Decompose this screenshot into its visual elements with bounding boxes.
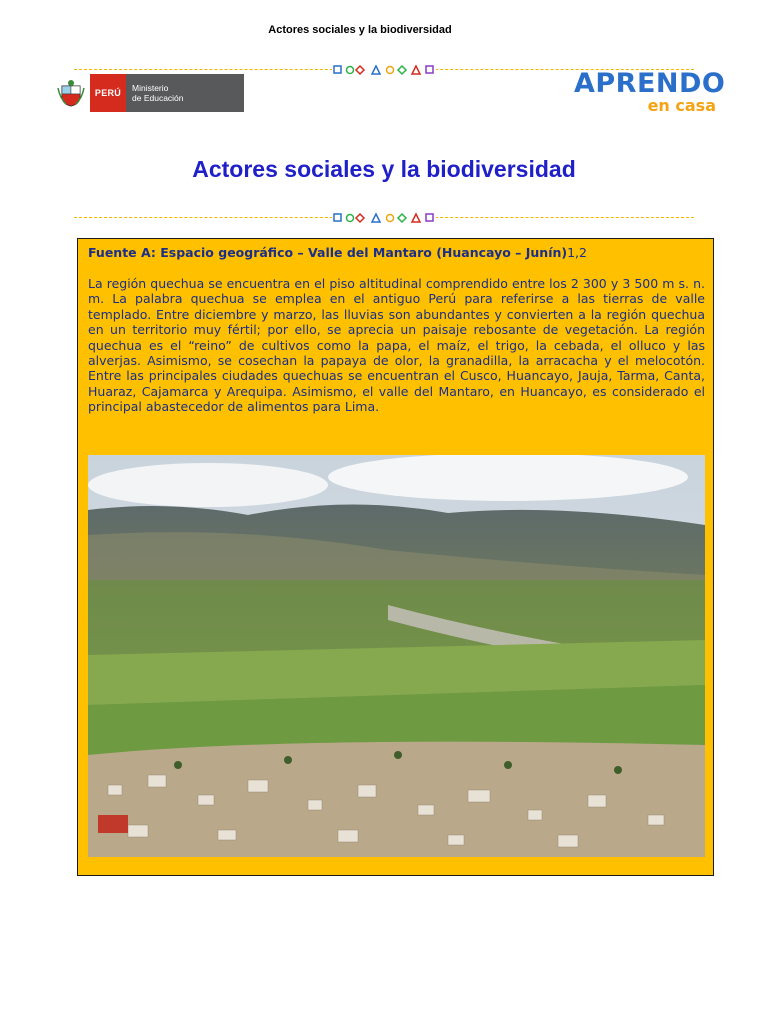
aprendo-word: APRENDO — [574, 68, 726, 99]
en-casa-word: en casa — [647, 96, 716, 115]
divider-bottom — [74, 212, 694, 224]
decorative-shapes-icon — [332, 212, 436, 224]
source-a-heading — [88, 245, 587, 260]
ministerio-label — [126, 74, 244, 112]
minedu-logo — [56, 74, 246, 112]
peru-label: PERÚ — [90, 74, 126, 112]
footnote-refs: 1,2 — [567, 245, 587, 260]
ministerio-line-1: Ministerio — [132, 83, 169, 93]
peru-coat-of-arms-icon — [56, 78, 86, 108]
source-a-box — [77, 238, 714, 876]
document-title: Actores sociales y la biodiversidad — [192, 156, 576, 182]
divider-top — [74, 64, 694, 76]
ministerio-line-2: de Educación — [132, 93, 184, 103]
source-a-heading-text: Fuente A: Espacio geográfico – Valle del Mantaro (Huancayo – Junín) — [88, 245, 568, 260]
decorative-shapes-icon — [332, 64, 436, 76]
aprendo-en-casa-logo — [574, 68, 726, 120]
source-a-body: La región quechua se encuentra en el piso altitudinal comprendido entre los 2 300 y 3 500 m s. n. m. La palabra quechua se emplea en el antiguo Perú para referirse a las tierras de valle templado. Entre diciembre y marzo, las lluvias son abundantes y convierten a la región quechua en un territorio muy fértil; por ello, se aprecia un paisaje rebosante de vegetación. La región quechua es el “reino” de cultivos como la papa, el maíz, el trigo, la cebada, el olluco y las alverjas. Asimismo, se cosechan la papaya de olor, la granadilla, la arracacha y el melocotón. Entre las principales ciudades quechuas se encuentran el Cusco, Huancayo, Jauja, Tarma, Canta, Huaraz, Cajamarca y Arequipa. Asimismo, el valle del Mantaro, en Huancayo, es considerado el principal abastecedor de alimentos para Lima. — [88, 276, 705, 415]
valley-landscape-photo — [88, 455, 705, 857]
running-header: Actores sociales y la biodiversidad — [268, 24, 452, 36]
